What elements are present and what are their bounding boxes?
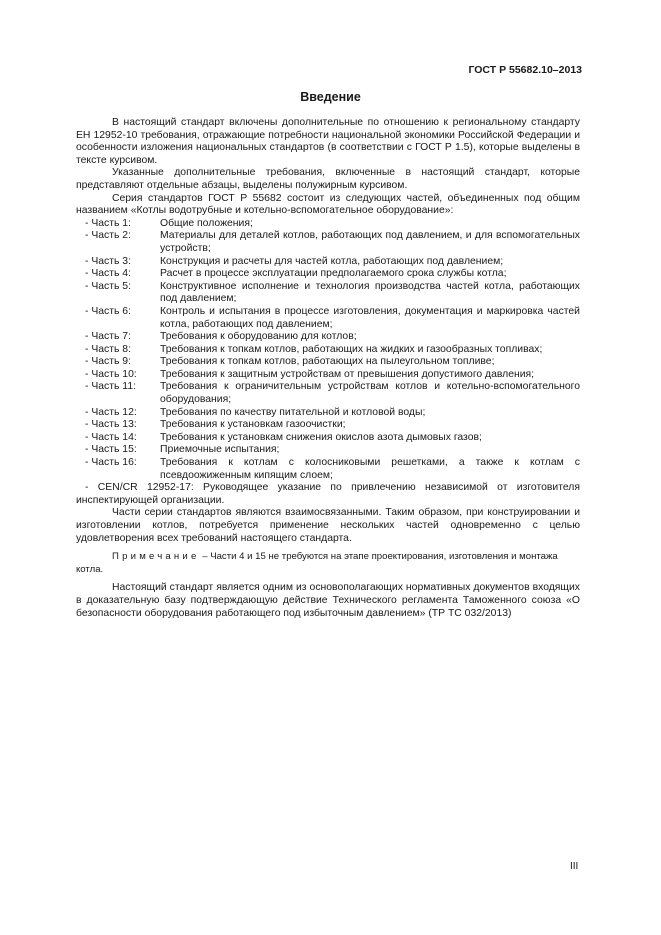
part-label-text: - Часть 15: bbox=[85, 444, 137, 456]
part-label bbox=[76, 331, 160, 344]
parts-list bbox=[76, 218, 580, 482]
intro-paragraph-1: В настоящий стандарт включены дополнительные по отношению к региональному стандарту ЕН 12952-10 требования, отражающие потребности национальной экономики Российской Федерации и особенности изложения национальных стандартов (в соответствии с ГОСТ Р 1.5), которые выделены в тексте курсивом. bbox=[76, 117, 580, 166]
part-label-text: - Часть 7: bbox=[85, 331, 131, 343]
note-text: – Части 4 и 15 не требуются на этапе проектирования, изготовления и монтажа котла. bbox=[76, 551, 558, 575]
list-item bbox=[76, 356, 580, 369]
list-item bbox=[76, 344, 580, 357]
part-label-text: - Часть 5: bbox=[85, 280, 131, 292]
part-text: Требования к ограничительным устройствам котлов и котельно-вспомогательного оборудования; bbox=[160, 381, 580, 406]
part-label bbox=[76, 432, 160, 445]
part-label bbox=[76, 407, 160, 420]
part-text: Требования к котлам с колосниковыми решетками, а также к котлам с псевдоожиженным кипящим слоем; bbox=[160, 457, 580, 481]
part-label-text: - Часть 2: bbox=[85, 230, 131, 242]
list-item bbox=[76, 432, 580, 445]
part-text: Общие положения; bbox=[160, 217, 253, 229]
part-text: Конструкция и расчеты для частей котла, работающих под давлением; bbox=[160, 255, 504, 267]
list-item bbox=[76, 369, 580, 382]
part-text: Требования к установкам газоочистки; bbox=[160, 419, 346, 431]
page-number: III bbox=[570, 861, 579, 872]
part-label bbox=[76, 268, 160, 281]
section-title: Введение bbox=[300, 90, 361, 104]
note-label: Примечание bbox=[112, 551, 200, 563]
note bbox=[76, 551, 580, 576]
part-label-text: - Часть 12: bbox=[85, 406, 137, 418]
part-text: Требования к топкам котлов, работающих на жидких и газообразных топливах; bbox=[160, 343, 543, 355]
part-label-text: - Часть 11: bbox=[85, 381, 136, 393]
list-item bbox=[76, 256, 580, 269]
list-item bbox=[76, 407, 580, 420]
part-label bbox=[76, 306, 160, 319]
final-paragraph: Настоящий стандарт является одним из основополагающих нормативных документов входящих в доказательную базу подтверждающую действие Технического регламента Таможенного союза «О безопасности оборудования работающего под избыточным давлением» (ТР ТС 032/2013) bbox=[76, 582, 580, 619]
list-item bbox=[76, 306, 580, 331]
part-text: Приемочные испытания; bbox=[160, 444, 280, 456]
interrelation-paragraph: Части серии стандартов являются взаимосвязанными. Таким образом, при конструировании и изготовлении котлов, потребуется применение нескольких частей одновременно с целью удовлетворения всех требований настоящего стандарта. bbox=[76, 507, 580, 544]
intro-paragraph-2: Указанные дополнительные требования, включенные в настоящий стандарт, которые представляют отдельные абзацы, выделены полужирным курсивом. bbox=[76, 167, 580, 191]
part-text: Расчет в процессе эксплуатации предполагаемого срока службы котла; bbox=[160, 268, 507, 280]
part-label-text: - Часть 13: bbox=[85, 419, 137, 431]
list-item bbox=[76, 457, 580, 482]
part-label bbox=[76, 457, 160, 470]
part-label bbox=[76, 218, 160, 231]
part-text: Контроль и испытания в процессе изготовления, документация и маркировка частей котла, работающих под давлением; bbox=[160, 305, 580, 330]
part-label-text: - Часть 8: bbox=[85, 343, 131, 355]
part-label bbox=[76, 381, 160, 394]
part-label-text: - Часть 1: bbox=[85, 217, 131, 229]
list-item bbox=[76, 218, 580, 231]
part-label-text: - Часть 9: bbox=[85, 356, 131, 368]
part-label-text: - Часть 4: bbox=[85, 268, 131, 280]
part-text: Требования к установкам снижения окислов азота дымовых газов; bbox=[160, 431, 482, 443]
list-item bbox=[76, 419, 580, 432]
cen-item: - CEN/CR 12952-17: Руководящее указание по привлечению независимой от изготовителя инспектирующей организации. bbox=[76, 482, 580, 506]
part-label-text: - Часть 16: bbox=[85, 457, 137, 469]
part-text: Конструктивное исполнение и технология производства частей котла, работающих под давлением; bbox=[160, 280, 580, 305]
part-label bbox=[76, 281, 160, 294]
part-text: Материалы для деталей котлов, работающих под давлением, и для вспомогательных устройств; bbox=[160, 230, 580, 254]
list-item bbox=[76, 230, 580, 255]
part-label bbox=[76, 256, 160, 269]
part-label-text: - Часть 3: bbox=[85, 255, 131, 267]
list-item bbox=[76, 381, 580, 406]
part-label-text: - Часть 10: bbox=[85, 368, 137, 380]
part-label bbox=[76, 230, 160, 243]
intro-paragraph-3: Серия стандартов ГОСТ Р 55682 состоит из следующих частей, объединенных под общим названием «Котлы водотрубные и котельно-вспомогательное оборудование»: bbox=[76, 192, 580, 217]
document-number: ГОСТ Р 55682.10–2013 bbox=[468, 64, 582, 76]
list-item bbox=[76, 281, 580, 306]
list-item bbox=[76, 444, 580, 457]
part-label bbox=[76, 369, 160, 382]
document-body bbox=[76, 117, 580, 620]
part-label-text: - Часть 6: bbox=[85, 305, 131, 317]
part-label bbox=[76, 444, 160, 457]
list-item bbox=[76, 331, 580, 344]
part-label bbox=[76, 344, 160, 357]
list-item bbox=[76, 268, 580, 281]
part-text: Требования к топкам котлов, работающих на пылеугольном топливе; bbox=[160, 356, 495, 368]
part-label bbox=[76, 356, 160, 369]
part-text: Требования к защитным устройствам от превышения допустимого давления; bbox=[160, 368, 535, 380]
part-text: Требования по качеству питательной и котловой воды; bbox=[160, 406, 426, 418]
part-text: Требования к оборудованию для котлов; bbox=[160, 331, 357, 343]
part-label bbox=[76, 419, 160, 432]
part-label-text: - Часть 14: bbox=[85, 431, 137, 443]
